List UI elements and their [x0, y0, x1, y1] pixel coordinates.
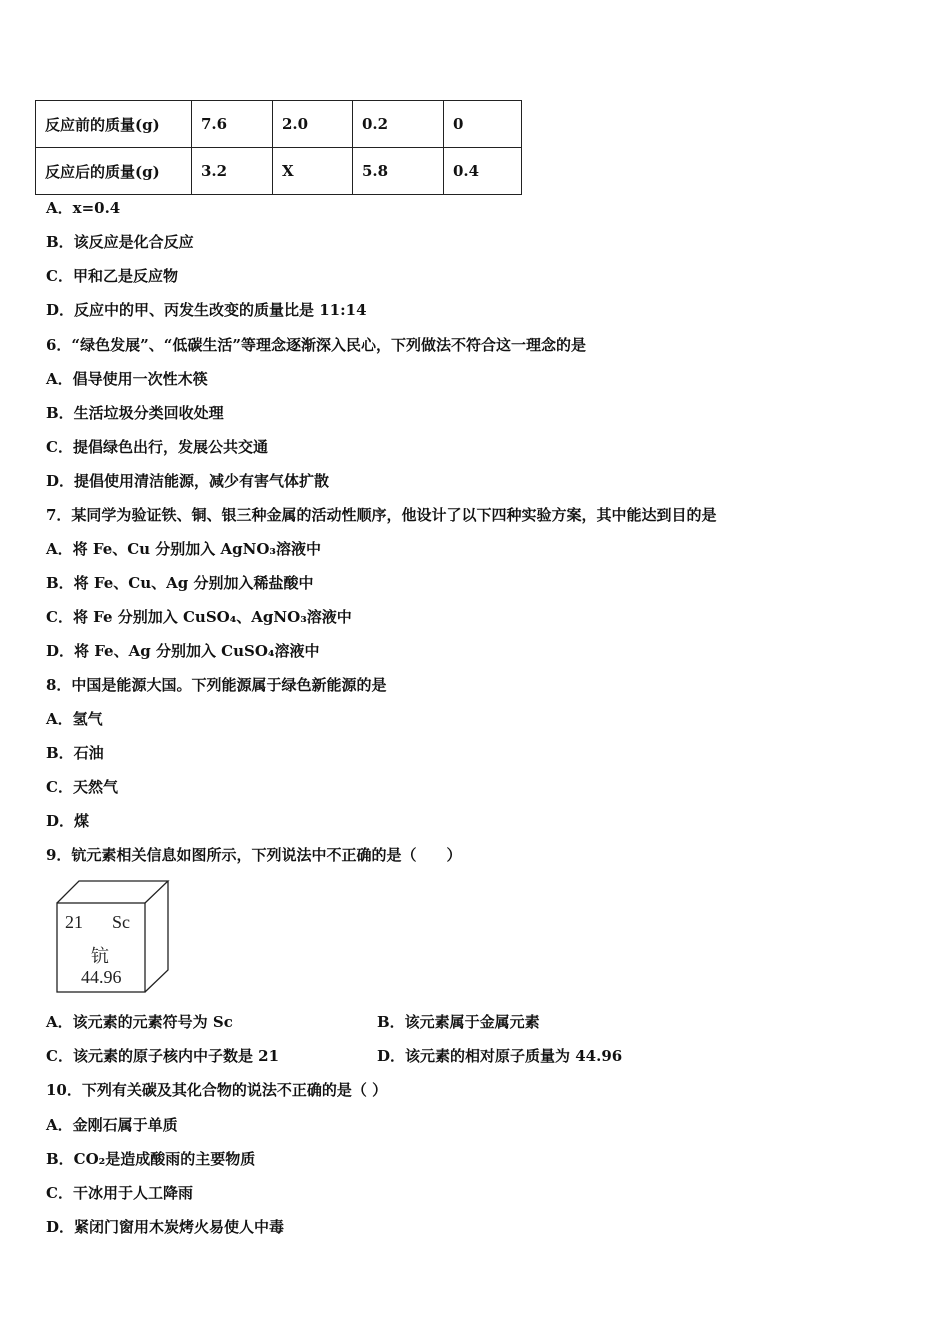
- q7-option-d: D．将 Fe、Ag 分别加入 CuSO₄溶液中: [46, 642, 320, 660]
- table-cell: 3.2: [192, 148, 273, 195]
- element-number: 21: [65, 912, 83, 932]
- q5-option-a: A．x=0.4: [46, 199, 121, 217]
- q7-stem: 7．某同学为验证铁、铜、银三种金属的活动性顺序，他设计了以下四种实验方案，其中能达到目的是: [46, 506, 717, 524]
- element-cube-figure: [56, 880, 174, 994]
- table-cell: 0.4: [444, 148, 522, 195]
- q7-option-b: B．将 Fe、Cu、Ag 分别加入稀盐酸中: [46, 574, 314, 592]
- table-row: [36, 148, 522, 195]
- q9-stem: 9．钪元素相关信息如图所示，下列说法中不正确的是（ ）: [46, 846, 462, 864]
- table-cell: 0.2: [353, 101, 444, 148]
- table-cell: 2.0: [273, 101, 353, 148]
- q9-option-a: A．该元素的元素符号为 Sc: [46, 1013, 233, 1031]
- mass-table: [35, 100, 522, 195]
- q5-option-d: D．反应中的甲、丙发生改变的质量比是 11:14: [46, 301, 367, 319]
- element-name: 钪: [91, 946, 109, 966]
- q10-stem: 10．下列有关碳及其化合物的说法不正确的是（ ）: [46, 1081, 388, 1099]
- q8-option-d: D．煤: [46, 812, 90, 830]
- element-symbol: Sc: [112, 912, 130, 932]
- q6-option-c: C．提倡绿色出行，发展公共交通: [46, 438, 268, 456]
- table-cell: 5.8: [353, 148, 444, 195]
- table-row: [36, 101, 522, 148]
- table-cell: 7.6: [192, 101, 273, 148]
- table-cell: 0: [444, 101, 522, 148]
- q9-option-c: C．该元素的原子核内中子数是 21: [46, 1047, 280, 1065]
- q9-option-d: D．该元素的相对原子质量为 44.96: [377, 1047, 623, 1065]
- table-cell: 反应后的质量(g): [36, 148, 192, 195]
- q8-stem: 8．中国是能源大国。下列能源属于绿色新能源的是: [46, 676, 387, 694]
- element-mass: 44.96: [81, 967, 122, 987]
- q10-option-d: D．紧闭门窗用木炭烤火易使人中毒: [46, 1218, 285, 1236]
- q8-option-c: C．天然气: [46, 778, 118, 796]
- q8-option-a: A．氢气: [46, 710, 103, 728]
- q10-option-b: B．CO₂是造成酸雨的主要物质: [46, 1150, 256, 1168]
- q7-option-c: C．将 Fe 分别加入 CuSO₄、AgNO₃溶液中: [46, 608, 352, 626]
- q10-option-a: A．金刚石属于单质: [46, 1116, 178, 1134]
- q10-option-c: C．干冰用于人工降雨: [46, 1184, 193, 1202]
- q6-option-b: B．生活垃圾分类回收处理: [46, 404, 224, 422]
- q5-option-c: C．甲和乙是反应物: [46, 267, 178, 285]
- q6-option-d: D．提倡使用清洁能源，减少有害气体扩散: [46, 472, 330, 490]
- q6-stem: 6．“绿色发展”、“低碳生活”等理念逐渐深入民心，下列做法不符合这一理念的是: [46, 336, 586, 354]
- q7-option-a: A．将 Fe、Cu 分别加入 AgNO₃溶液中: [46, 540, 321, 558]
- q6-option-a: A．倡导使用一次性木筷: [46, 370, 208, 388]
- q8-option-b: B．石油: [46, 744, 104, 762]
- table-cell: X: [273, 148, 353, 195]
- table-cell: 反应前的质量(g): [36, 101, 192, 148]
- q5-option-b: B．该反应是化合反应: [46, 233, 194, 251]
- q9-option-b: B．该元素属于金属元素: [377, 1013, 540, 1031]
